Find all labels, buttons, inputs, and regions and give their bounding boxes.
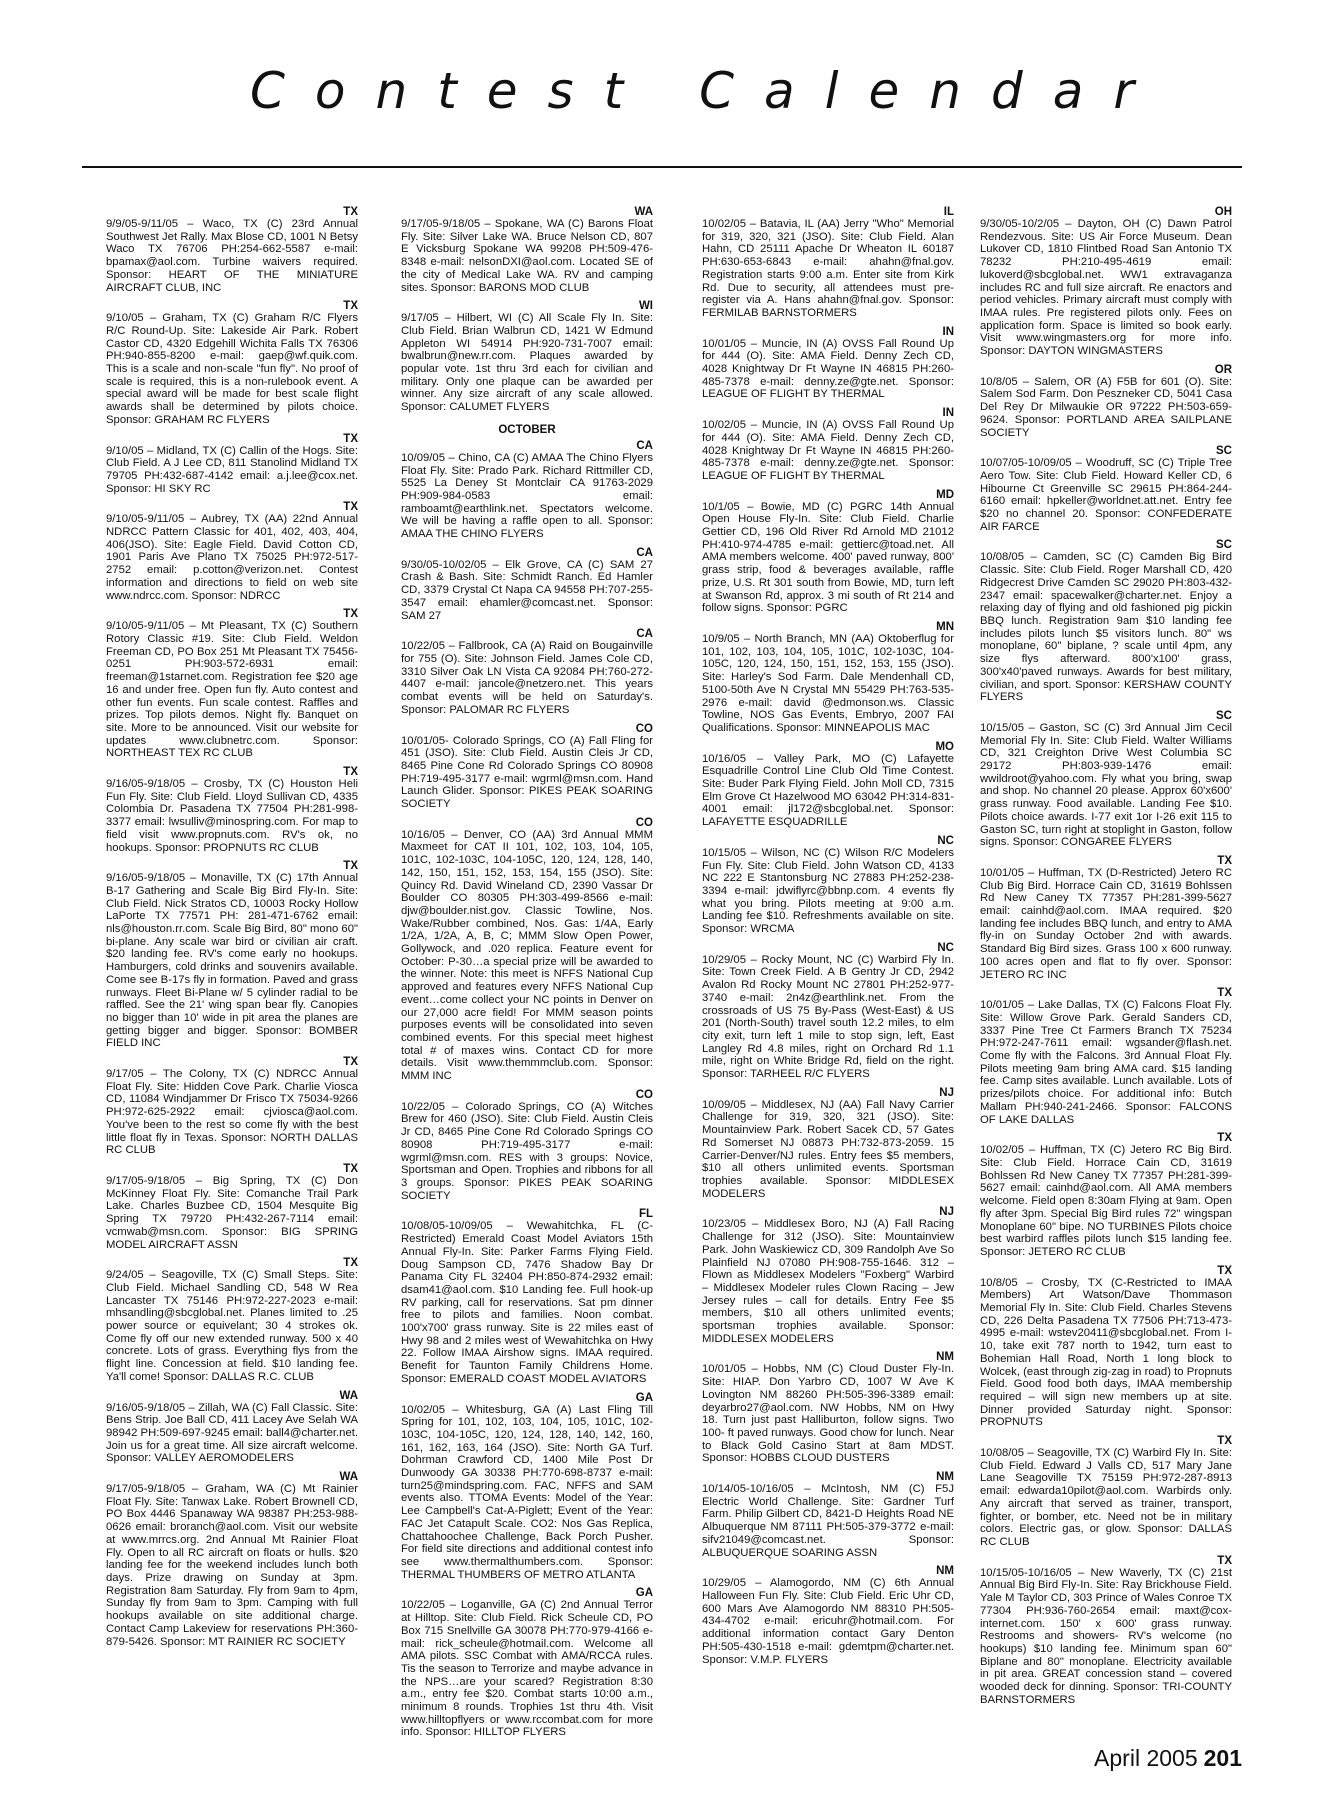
state-heading: GA xyxy=(635,1587,653,1600)
event-listing: 10/22/05 – Loganville, GA (C) 2nd Annual Terror at Hilltop. Site: Club Field. Rick Scheule CD, PO Box 715 Snellville GA 30078 PH:770-979-4166 e-mail: rick_scheule@hotmail.com. Welcome all AMA pilots. SSC Combat with AMA/RCCA rules. Tis the season to Terrorize and maybe advance in the NPS…are your scared? Registration 8:30 a.m., entry fee $20. Combat starts 10:00 a.m., minimum 8 rounds. Trophies 1st thru 4th. Visit www.hilltopflyers or www.rccombat.com for more info. Sponsor: HILLTOP FLYERS xyxy=(401,1599,653,1739)
event-listing: 10/02/05 – Huffman, TX (C) Jetero RC Big Bird. Site: Club Field. Horrace Cain CD, 31619 Bohlssen Rd New Caney TX 77357 PH:281-399-5627 email: cainhd@aol.com. All AMA members welcome. Field open 8:30am Flying at 9am. Open fly after 3pm. Special Big Bird rules 72" wingspan Monoplane 60" bipe. NO TURBINES Pilots choice best warbird raffles pilots lunch $15 landing fee. Sponsor: JETERO RC CLUB xyxy=(980,1144,1232,1258)
state-heading: SC xyxy=(1216,709,1232,722)
event-listing: 9/30/05-10/2/05 – Dayton, OH (C) Dawn Patrol Rendezvous. Site: US Air Force Museum. Dean Lukover CD, 1810 Flintbed Road San Antonio TX 78232 PH:210-495-4619 email: lukoverd@sbcglobal.net. WW1 extravaganza includes RC and full size aircraft. Re enactors and period vehicles. Primary aircraft must comply with IMAA rules. Pre registered pilots only. Fees on application form. Space is limited so book early. Visit www.wingmasters.org for more info. Sponsor: DAYTON WINGMASTERS xyxy=(980,218,1232,358)
event-listing: 10/01/05 – Lake Dallas, TX (C) Falcons Float Fly. Site: Willow Grove Park. Gerald Sanders CD, 3337 Pine Tree Ct Farmers Branch TX 75234 PH:972-247-7611 email: wgsander@flash.net. Come fly with the Falcons. 3rd Annual Float Fly. Pilots meeting 9am bring AMA card. $15 landing fee. Camp sites available. Lunch available. Lots of prizes/pilots choice. For additional info: Butch Mallam PH:940-241-2466. Sponsor: FALCONS OF LAKE DALLAS xyxy=(980,999,1232,1126)
state-heading: TX xyxy=(343,766,358,779)
event-listing: 9/16/05-9/18/05 – Crosby, TX (C) Houston Heli Fun Fly. Site: Club Field. Lloyd Sullivan CD, 4335 Colombia Dr. Pasadena TX 77504 PH:281-998-3377 email: lwsulliv@minospring.com. For map to field visit www.propnuts.com. RV's ok, no hookups. Sponsor: PROPNUTS RC CLUB xyxy=(106,778,358,854)
page-footer xyxy=(1094,1745,1242,1772)
state-heading: IN xyxy=(942,407,954,420)
event-listing: 10/9/05 – North Branch, MN (AA) Oktoberflug for 101, 102, 103, 104, 105, 101C, 102-103C, 104-105C, 120, 124, 150, 151, 152, 153, 155 (JSO). Site: Harley's Sod Farm. Dale Mendenhall CD, 5100-50th Ave N Crystal MN 55429 PH:763-535-2976 e-mail: david @edmonson.ws. Classic Towline, NOS Gas Events, Embryo, 2007 FAI Qualifications. Sponsor: MINNEAPOLIS MAC xyxy=(702,632,954,734)
state-heading: OR xyxy=(1214,363,1232,376)
event-listing: 10/08/05-10/09/05 – Wewahitchka, FL (C-Restricted) Emerald Coast Model Aviators 15th Annual Fly-In. Site: Parker Farms Flying Field. Doug Sampson CD, 7476 Shadow Bay Dr Panama City FL 32404 PH:850-874-2932 email: dsam41@aol.com. $10 Landing fee. Full hook-up RV parking, call for reservations. Sat pm dinner free to pilots and families. Noon combat. 100'x700' grass runway. Site is 22 miles east of Hwy 98 and 2 miles west of Wewahitchka on Hwy 22. Follow IMAA Airshow signs. IMAA required. Benefit for Taunton Family Childrens Home. Sponsor: EMERALD COAST MODEL AVIATORS xyxy=(401,1220,653,1385)
state-heading: CO xyxy=(635,1088,653,1101)
state-heading: SC xyxy=(1216,445,1232,458)
event-listing: 10/1/05 – Bowie, MD (C) PGRC 14th Annual Open House Fly-In. Site: Club Field. Charlie Gettier CD, 196 Old River Rd Arnold MD 21012 PH:410-974-4785 e-mail: gettierc@toad.net. All AMA members welcome. 400' paved runway, 800' grass strip, food & beverages available, raffle prize, U.S. Rt 301 south from Bowie, MD, turn left at Swanson Rd, approx. 3 mi south of Rt 214 and follow signs. Sponsor: PGRC xyxy=(702,500,954,615)
event-listing: 10/8/05 – Salem, OR (A) F5B for 601 (O). Site: Salem Sod Farm. Don Peszneker CD, 5041 Casa Del Rey Dr Milwaukie OR 97222 PH:503-659-9624. Sponsor: PORTLAND AREA SAILPLANE SOCIETY xyxy=(980,375,1232,439)
event-listing: 10/15/05 – Gaston, SC (C) 3rd Annual Jim Cecil Memorial Fly In. Site: Club Field. Walter Williams CD, 321 Creighton Drive West Columbia SC 29172 PH:803-939-1476 email: wwildroot@yahoo.com. Fly what you bring, swap and shop. No channel 20 please. Approx 60'x600' grass runway. Food available. Landing Fee $10. Pilots choice awards. I-77 exit 1or I-26 exit 115 to Gaston SC, turn right at stoplight in Gaston, follow signs. Sponsor: CONGAREE FLYERS xyxy=(980,721,1232,849)
event-listing: 10/09/05 – Middlesex, NJ (AA) Fall Navy Carrier Challenge for 319, 320, 321 (JSO). Site: Mountainview Park. Robert Sacek CD, 57 Gates Rd Somerset NJ 08873 PH:732-873-2059. 15 Carrier-Denver/NJ rules. Entry fees $5 members, $10 all others unlimited events. Sportsman trophies available. Sponsor: MIDDLESEX MODELERS xyxy=(702,1098,954,1200)
event-listing: 9/16/05-9/18/05 – Monaville, TX (C) 17th Annual B-17 Gathering and Scale Big Bird Fly-In. Site: Club Field. Nick Stratos CD, 10003 Rocky Hollow LaPorte TX 77571 PH: 281-471-6762 email: nls@houston.rr.com. Scale Big Bird, 80" mono 60" bi-plane. Any scale war bird or civilian air craft. $20 landing fee. RV's come early no hookups. Hamburgers, cold drinks and souvenirs available. Come see B-17s fly in formation. Paved and grass runways. Fleet Bi-Plane w/ 5 cylinder radial to be raffled. See the 21' wing span bear fly. Canopies no bigger than 10' wide in pit area the planes are getting bigger and bigger. Sponsor: BOMBER FIELD INC xyxy=(106,872,358,1050)
event-listing: 10/14/05-10/16/05 – McIntosh, NM (C) F5J Electric World Challenge. Site: Gardner Turf Farm. Philip Gilbert CD, 8421-D Heights Road NE Albuquerque NM 87111 PH:505-379-3772 e-mail: sifv21049@comcast.net. Sponsor: ALBUQUERQUE SOARING ASSN xyxy=(702,1483,954,1559)
state-heading: TX xyxy=(343,206,358,218)
column-3 xyxy=(702,205,954,1725)
event-listing: 10/02/05 – Batavia, IL (AA) Jerry "Who" Memorial for 319, 320, 321 (JSO). Site: Club Field. Alan Hahn, CD 25111 Apache Dr Wheaton IL 60187 PH:630-653-6843 e-mail: ahahn@fnal.gov. Registration starts 9:00 a.m. Enter site from Kirk Rd. Due to security, all attendees must pre-register via A. Hans ahahn@fnal.gov. Sponsor: FERMILAB BARNSTORMERS xyxy=(702,218,954,319)
state-heading: MD xyxy=(936,488,954,501)
state-heading: NM xyxy=(936,1565,954,1578)
state-heading: TX xyxy=(343,1163,358,1175)
event-listing: 10/07/05-10/09/05 – Woodruff, SC (C) Triple Tree Aero Tow. Site: Club Field. Howard Keller CD, 6 Hibourne Ct Greenville SC 29615 PH:864-244-6160 email: hpkeller@worldnet.att.net. Entry fee $20 no channel 20. Sponsor: CONFEDERATE AIR FARCE xyxy=(980,457,1232,533)
column-2 xyxy=(401,205,653,1739)
event-listing: 10/01/05- Colorado Springs, CO (A) Fall Fling for 451 (JSO). Site: Club Field. Austin Cleis Jr CD, 8465 Pine Cone Rd Colorado Springs CO 80908 PH:719-495-3177 e-mail: wgrml@msn.com. Hand Launch Glider. Sponsor: PIKES PEAK SOARING SOCIETY xyxy=(401,734,653,811)
state-heading: TX xyxy=(343,432,358,445)
state-heading: WI xyxy=(638,300,653,313)
event-listing: 10/16/05 – Denver, CO (AA) 3rd Annual MMM Maxmeet for CAT II 101, 102, 103, 104, 105, 101C, 102-103C, 104-105C, 120, 124, 128, 140, 142, 150, 151, 152, 153, 154, 155 (JSO). Site: Quincy Rd. David Wineland CD, 2390 Vassar Dr Boulder CO 80305 PH:303-499-8566 e-mail: djw@boulder.nist.gov. Classic Towline, Nos. Wake/Rubber combined, Nos. Gas: 1/4A, Early 1/2A, 1/2A, A, B, C; MMM Slow Open Power, Gollywock, and .020 replica. Feature event for October: P-30…a special prize will be awarded to the winner. Note: this meet is NFFS National Cup approved and features every NFFS National Cup event…come collect your NC points in Denver on our 27,000 acre field! For MMM season points purposes events will be consolidated into seven combined events. For this special meet highest total # of maxes wins. Contact CD for more details. Visit www.themmmclub.com. Sponsor: MMM INC xyxy=(401,828,653,1083)
event-listing: 9/30/05-10/02/05 – Elk Grove, CA (C) SAM 27 Crash & Bash. Site: Schmidt Ranch. Ed Hamler CD, 3379 Crystal Ct Napa CA 94558 PH:707-255-3547 email: ehamler@comcast.net. Sponsor: SAM 27 xyxy=(401,558,653,622)
page-title: Contest Calendar xyxy=(250,62,1164,120)
state-heading: TX xyxy=(343,608,358,621)
event-listing: 10/02/05 – Whitesburg, GA (A) Last Fling Till Spring for 101, 102, 103, 104, 105, 101C, 102-103C, 104-105C, 120, 124, 128, 140, 142, 160, 161, 162, 163, 164 (JSO). Site: North GA Turf. Dohrman Crawford CD, 1400 Mile Post Dr Dunwoody GA 30338 PH:770-698-8737 e-mail: turn25@mindspring.com. FAC, NFFS and SAM events also. TTOMA Events: Model of the Year: Lee Campbell's Cat-A-Piglett; Event of the Year: FAC Jet Catapult Scale. CO2: Nos Gas Replica, Chattahoochee Challenge, Back Porch Pusher. For field site directions and additional contest info see www.thermalthumbers.com. Sponsor: THERMAL THUMBERS OF METRO ATLANTA xyxy=(401,1403,653,1581)
event-listing: 9/24/05 – Seagoville, TX (C) Small Steps. Site: Club Field. Michael Sandling CD, 548 W Rea Lancaster TX 75146 PH:972-227-2023 e-mail: mhsandling@sbcglobal.net. Planes limited to .25 power source or equivelant; 30 4 strokes ok. Come fly off our new extended runway. 500 x 40 concrete. Lots of grass. Everything flys from the flight line. Concession at field. $10 landing fee. Ya'll come! Sponsor: DALLAS R.C. CLUB xyxy=(106,1269,358,1383)
state-heading: NM xyxy=(936,1351,954,1364)
event-listing: 10/02/05 – Muncie, IN (A) OVSS Fall Round Up for 444 (O). Site: AMA Field. Denny Zech CD, 4028 Knightway Dr Ft Wayne IN 46815 PH:260-485-7378 e-mail: denny.ze@gte.net. Sponsor: LEAGUE OF FLIGHT BY THERMAL xyxy=(702,419,954,482)
column-4 xyxy=(980,205,1232,1725)
event-listing: 10/08/05 – Seagoville, TX (C) Warbird Fly In. Site: Club Field. Edward J Valls CD, 517 Mary Jane Lane Seagoville TX 75159 PH:972-287-8913 email: edwarda10pilot@aol.com. Warbirds only. Any aircraft that served as trainer, transport, fighter, or bomber, etc. Need not be in military colors. Electric gas, or glow. Sponsor: DALLAS RC CLUB xyxy=(980,1447,1232,1548)
state-heading: IN xyxy=(942,325,954,338)
state-heading: CO xyxy=(635,722,653,735)
state-heading: TX xyxy=(1217,1132,1232,1145)
state-heading: FL xyxy=(638,1208,653,1221)
event-listing: 10/8/05 – Crosby, TX (C-Restricted to IMAA Members) Art Watson/Dave Thommason Memorial Fly In. Site: Club Field. Charles Stevens CD, 226 Delta Pasadena TX 77506 PH:713-473-4995 e-mail: wstev20411@sbcglobal.net. From I-10, take exit 787 north to 1942, turn east to Bohemian Hall Road, North 1 long block to Wolcek, (east through zig-zag in road) to Propnuts Field. Good food both days, IMAA membership required – will sign new members up at site. Dinner provided Saturday night. Sponsor: PROPNUTS xyxy=(980,1276,1232,1429)
state-heading: NM xyxy=(936,1471,954,1484)
state-heading: TX xyxy=(1217,854,1232,867)
event-listing: 9/10/05 – Midland, TX (C) Callin of the Hogs. Site: Club Field. A J Lee CD, 811 Stanolind Midland TX 79705 PH:432-687-4142 email: a.j.lee@cox.net. Sponsor: HI SKY RC xyxy=(106,444,358,495)
state-heading: WA xyxy=(634,206,653,218)
event-listing: 9/10/05 – Graham, TX (C) Graham R/C Flyers R/C Round-Up. Site: Lakeside Air Park. Robert Castor CD, 4320 Edgehill Wichita Falls TX 76306 PH:940-855-8200 e-mail: gaep@wf.quik.com. This is a scale and non-scale "fun fly". No proof of scale is required, this is a non-rulebook event. A special award will be made for best scale flight awards shall be determined by pilots choice. Sponsor: GRAHAM RC FLYERS xyxy=(106,312,358,426)
event-listing: 9/10/05-9/11/05 – Aubrey, TX (AA) 22nd Annual NDRCC Pattern Classic for 401, 402, 403, 404, 406(JSO). Site: Eagle Field. David Cotton CD, 1901 Paris Ave Plano TX 75025 PH:972-517-2752 email: p.cotton@verizon.net. Contest information and directions to field on web site www.ndrcc.com. Sponsor: NDRCC xyxy=(106,513,358,602)
event-listing: 10/22/05 – Fallbrook, CA (A) Raid on Bougainville for 755 (O). Site: Johnson Field. James Cole CD, 3310 Silver Oak LN Vista CA 92084 PH:760-272-4407 e-mail: jancole@netzero.net. This years combat events will be held on Saturday's. Sponsor: PALOMAR RC FLYERS xyxy=(401,640,653,716)
event-listing: 10/29/05 – Rocky Mount, NC (C) Warbird Fly In. Site: Town Creek Field. A B Gentry Jr CD, 2942 Avalon Rd Rocky Mount NC 27801 PH:252-977-3740 e-mail: 2n4z@earthlink.net. From the crossroads of US 75 By-Pass (West-East) & US 201 (North-South) travel south 12.2 miles, to elm city exit, turn left 1 mile to stop sign, left, East Langley Rd 4.8 miles, right on Orchard Rd 1.1 mile, right on White Bridge Rd, field on the right. Sponsor: TARHEEL R/C FLYERS xyxy=(702,953,954,1081)
state-heading: TX xyxy=(343,1056,358,1069)
state-heading: TX xyxy=(343,1257,358,1270)
state-heading: CA xyxy=(636,546,653,559)
event-listing: 10/01/05 – Hobbs, NM (C) Cloud Duster Fly-In. Site: HIAP. Don Yarbro CD, 1007 W Ave K Lovington NM 88260 PH:505-396-3389 email: deyarbro27@aol.com. NW Hobbs, NM on Hwy 18. Turn just past Halliburton, follow signs. Two 100- ft paved runways. Good chow for lunch. Near to Black Gold Casino Start at 8am MDST. Sponsor: HOBBS CLOUD DUSTERS xyxy=(702,1363,954,1465)
state-heading: CA xyxy=(636,439,653,452)
header-rule xyxy=(82,166,1242,168)
calendar-columns xyxy=(106,205,1236,1739)
event-listing: 10/29/05 – Alamogordo, NM (C) 6th Annual Halloween Fun Fly. Site: Club Field. Eric Uhr CD, 600 Mars Ave Alamogordo NM 88310 PH:505-434-4702 e-mail: ericuhr@hotmail.com. For additional information contact Gary Denton PH:505-430-1518 e-mail: gdemtpm@charter.net. Sponsor: V.M.P. FLYERS xyxy=(702,1577,954,1666)
state-heading: NC xyxy=(937,834,954,847)
state-heading: GA xyxy=(635,1391,653,1404)
state-heading: WA xyxy=(339,1471,358,1484)
event-listing: 9/10/05-9/11/05 – Mt Pleasant, TX (C) Southern Rotory Classic #19. Site: Club Field. Weldon Freeman CD, PO Box 251 Mt Pleasant TX 75456-0251 PH:903-572-6931 email: freeman@1starnet.com. Registration fee $20 age 16 and under free. Open fun fly. Auto contest and other fun events. Fun scale contest. Raffles and prizes. Top pilots demos. Night fly. Banquet on site. More to be announced. Visit our website for updates www.clubnetrc.com. Sponsor: NORTHEAST TEX RC CLUB xyxy=(106,620,358,760)
state-heading: CO xyxy=(635,816,653,829)
month-heading: OCTOBER xyxy=(498,423,556,436)
event-listing: 10/09/05 – Chino, CA (C) AMAA The Chino Flyers Float Fly. Site: Prado Park. Richard Rittmiller CD, 5525 La Deney St Montclair CA 91763-2029 PH:909-984-0583 email: ramboamt@earthlink.net. Spectators welcome. We will be having a raffle open to all. Sponsor: AMAA THE CHINO FLYERS xyxy=(401,451,653,541)
event-listing: 10/15/05 – Wilson, NC (C) Wilson R/C Modelers Fun Fly. Site: Club Field. John Watson CD, 4133 NC 222 E Stantonsburg NC 27883 PH:252-238-3394 e-mail: jdwiflyrc@bbnp.com. 4 events fly what you bring. Pilots meeting at 9:00 a.m. Landing fee $10. Refreshments available on site. Sponsor: WRCMA xyxy=(702,846,954,936)
event-listing: 9/9/05-9/11/05 – Waco, TX (C) 23rd Annual Southwest Jet Rally. Max Blose CD, 1001 N Betsy Waco TX 76706 PH:254-662-5587 e-mail: bpamax@aol.com. Turbine waivers required. Sponsor: HEART OF THE MINIATURE AIRCRAFT CLUB, INC xyxy=(106,218,358,294)
event-listing: 10/08/05 – Camden, SC (C) Camden Big Bird Classic. Site: Club Field. Roger Marshall CD, 420 Ridgecrest Drive Camden SC 29020 PH:803-432-2347 email: spacewalker@charter.net. Enjoy a relaxing day of flying and old fashioned pig pickin BBQ lunch. Registration 9am $10 landing fee includes pilots lunch $5 visitors lunch. 80" ws monoplane, 60" biplane, ? scale until 4pm, any size flys afterward. 800'x100' grass, 300'x40'paved runways. Awards for best military, civilian, and sport. Sponsor: KERSHAW COUNTY FLYERS xyxy=(980,551,1232,704)
event-listing: 10/23/05 – Middlesex Boro, NJ (A) Fall Racing Challenge for 312 (JSO). Site: Mountainview Park. John Waskiewicz CD, 309 Randolph Ave So Plainfield NJ 07080 PH:908-755-1646. 312 – Flown as Middlesex Modelers "Foxberg" Warbird – Middlesex Modeler rules Clown Racing – Jew Jersey rules – call for details. Entry Fee $5 members, $10 all others unlimited events; sportsman trophies available. Sponsor: MIDDLESEX MODELERS xyxy=(702,1218,954,1345)
state-heading: TX xyxy=(1217,987,1232,1000)
state-heading: TX xyxy=(343,860,358,873)
event-listing: 9/16/05-9/18/05 – Zillah, WA (C) Fall Classic. Site: Bens Strip. Joe Ball CD, 411 Lacey Ave Selah WA 98942 PH:509-697-9245 email: ball4@charter.net. Join us for a great time. All size aircraft welcome. Sponsor: VALLEY AEROMODELERS xyxy=(106,1401,359,1465)
event-listing: 10/01/05 – Huffman, TX (D-Restricted) Jetero RC Club Big Bird. Horrace Cain CD, 31619 Bohlssen Rd New Caney TX 77357 PH:281-399-5627 email: cainhd@aol.com. IMAA required. $20 landing fee includes BBQ lunch, and entry to AMA fly-in on Sunday October 2nd with awards. Standard Big Bird sizes. Grass 100 x 600 runway. 100 acres open and flat to fly over. Sponsor: JETERO RC INC xyxy=(980,866,1232,981)
issue-date: April 2005 xyxy=(1094,1745,1198,1771)
event-listing: 10/16/05 – Valley Park, MO (C) Lafayette Esquadrille Control Line Club Old Time Contest. Site: Buder Park Flying Field. John Moll CD, 7315 Elm Grove Ct Hazelwood MO 63042 PH:314-831-4001 email: jl172@sbcglobal.net. Sponsor: LAFAYETTE ESQUADRILLE xyxy=(702,752,954,829)
event-listing: 10/01/05 – Muncie, IN (A) OVSS Fall Round Up for 444 (O). Site: AMA Field. Denny Zech CD, 4028 Knightway Dr Ft Wayne IN 46815 PH:260-485-7378 e-mail: denny.ze@gte.net. Sponsor: LEAGUE OF FLIGHT BY THERMAL xyxy=(702,337,954,401)
event-listing: 9/17/05 – The Colony, TX (C) NDRCC Annual Float Fly. Site: Hidden Cove Park. Charlie Viosca CD, 11084 Windjammer Dr Frisco TX 75034-9266 PH:972-625-2922 email: cjviosca@aol.com. You've been to the rest so come fly with the best little float fly in Texas. Sponsor: NORTH DALLAS RC CLUB xyxy=(106,1068,358,1157)
state-heading: TX xyxy=(1217,1554,1232,1567)
column-1 xyxy=(106,205,358,1725)
state-heading: TX xyxy=(343,501,358,514)
state-heading: TX xyxy=(343,300,358,313)
state-heading: IL xyxy=(943,206,954,218)
event-listing: 9/17/05-9/18/05 – Graham, WA (C) Mt Rainier Float Fly. Site: Tanwax Lake. Robert Brownell CD, PO Box 4446 Spanaway WA 98387 PH:253-988-0626 email: broranch@aol.com. Visit our website at www.mrrcs.org. 2nd Annual Mt Rainier Float Fly. Open to all RC aircraft on floats or hulls. $20 landing fee for the weekend includes lunch both days. Prize drawing on Sunday at 3pm. Registration 8am Saturday. Fly from 9am to 4pm, Sunday fly from 9am to 3pm. Camping with full hookups available on site additional charge. Contact Camp Lakeview for reservations PH:360-879-5426. Sponsor: MT RAINIER RC SOCIETY xyxy=(106,1483,358,1648)
state-heading: NJ xyxy=(939,1206,954,1219)
state-heading: CA xyxy=(636,628,653,641)
state-heading: MO xyxy=(935,740,954,753)
state-heading: TX xyxy=(1217,1264,1232,1277)
state-heading: OH xyxy=(1214,206,1232,218)
state-heading: TX xyxy=(1217,1435,1232,1448)
state-heading: WA xyxy=(339,1389,358,1402)
state-heading: NJ xyxy=(939,1086,954,1099)
event-listing: 9/17/05 – Hilbert, WI (C) All Scale Fly In. Site: Club Field. Brian Walbrun CD, 1421 W Edmund Appleton WI 54914 PH:920-731-7007 email: bwalbrun@new.rr.com. Plaques awarded by popular vote. 1st thru 3rd each for civilian and military. Only one plaque can be awarded per winner. Any size aircraft of any scale allowed. Sponsor: CALUMET FLYERS xyxy=(401,312,653,414)
page-number: 201 xyxy=(1203,1745,1242,1771)
state-heading: SC xyxy=(1216,539,1232,552)
event-listing: 10/15/05-10/16/05 – New Waverly, TX (C) 21st Annual Big Bird Fly-In. Site: Ray Brickhouse Field. Yale M Taylor CD, 303 Prince of Wales Conroe TX 77304 PH:936-760-2654 email: maxt@cox-internet.com. 150' x 600' grass runway. Restrooms and showers- RV's welcome (no hookups) $10 landing fee. Minimum span 60" Biplane and 80" monoplane. Electricity available in pit area. GREAT concession stand – covered wooded deck for dinning. Sponsor: TRI-COUNTY BARNSTORMERS xyxy=(980,1566,1232,1706)
state-heading: MN xyxy=(936,620,954,633)
event-listing: 9/17/05-9/18/05 – Spokane, WA (C) Barons Float Fly. Site: Silver Lake WA. Bruce Nelson CD, 807 E Vicksburg Spokane WA 99208 PH:509-476-8348 e-mail: nelsonDXI@aol.com. Located SE of the city of Medical Lake WA. RV and camping sites. Sponsor: BARONS MOD CLUB xyxy=(401,218,653,294)
event-listing: 10/22/05 – Colorado Springs, CO (A) Witches Brew for 460 (JSO). Site: Club Field. Austin Cleis Jr CD, 8465 Pine Cone Rd Colorado Springs CO 80908 PH:719-495-3177 e-mail: wgrml@msn.com. RES with 3 groups: Novice, Sportsman and Open. Trophies and ribbons for all 3 groups. Sponsor: PIKES PEAK SOARING SOCIETY xyxy=(401,1100,653,1202)
event-listing: 9/17/05-9/18/05 – Big Spring, TX (C) Don McKinney Float Fly. Site: Comanche Trail Park Lake. Charles Buzbee CD, 1504 Mesquite Big Spring TX 79720 PH:432-267-7114 email: vcmwab@msn.com. Sponsor: BIG SPRING MODEL AIRCRAFT ASSN xyxy=(106,1175,358,1251)
state-heading: NC xyxy=(937,941,954,954)
